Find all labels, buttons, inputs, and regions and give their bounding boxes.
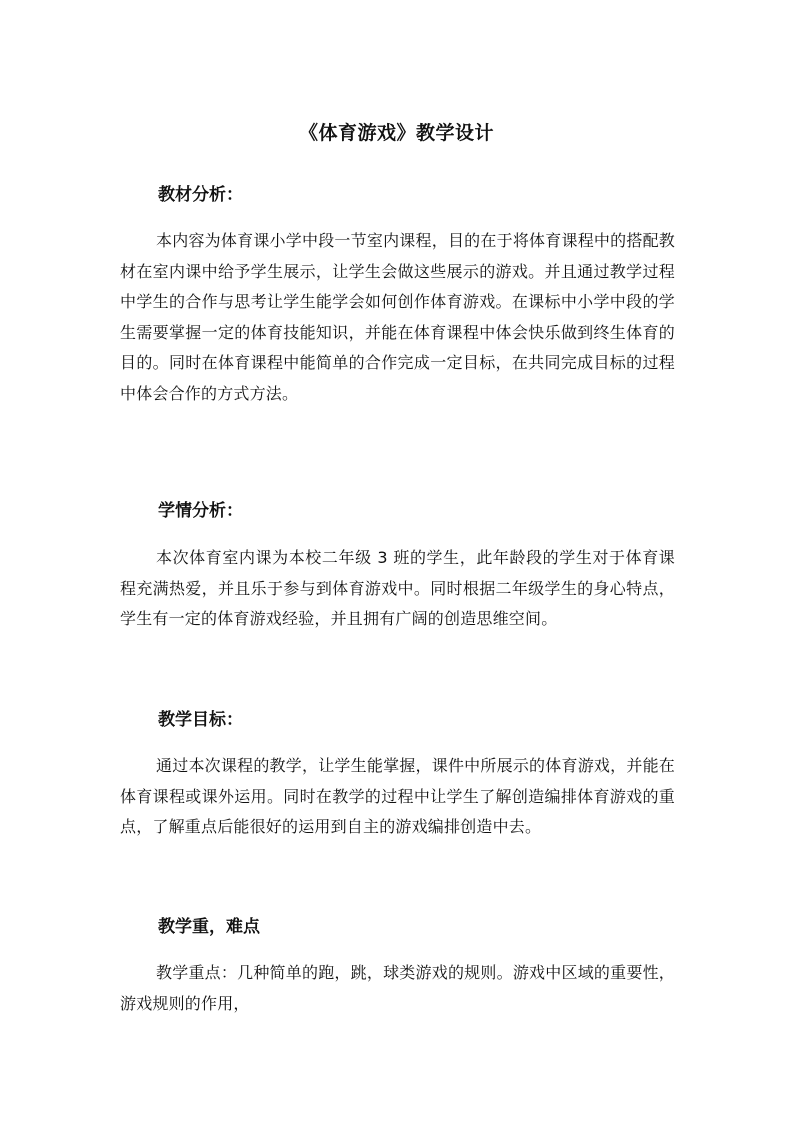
section-paragraph-materials: 本内容为体育课小学中段一节室内课程，目的在于将体育课程中的搭配教材在室内课中给予学生展示，让学生会做这些展示的游戏。并且通过教学过程中学生的合作与思考让学生能学会如何创作体育游戏。在课标中小学中段的学生需要掌握一定的体育技能知识，并能在体育课程中体会快乐做到终生体育的目的。同时在体育课程中能简单的合作完成一定目标，在共同完成目标的过程中体会合作的方式方法。 xyxy=(120,231,675,403)
section-heading-students: 学情分析： xyxy=(158,501,243,521)
section-heading-key-points: 教学重，难点 xyxy=(158,917,260,937)
section-heading-materials: 教材分析： xyxy=(158,185,243,205)
section-paragraph-students: 本次体育室内课为本校二年级 3 班的学生，此年龄段的学生对于体育课程充满热爱，并且乐于参与到体育游戏中。同时根据二年级学生的身心特点，学生有一定的体育游戏经验，并且拥有广阔的创造思维空间。 xyxy=(120,548,675,628)
section-paragraph-key-points: 教学重点：几种简单的跑，跳，球类游戏的规则。游戏中区域的重要性，游戏规则的作用， xyxy=(120,963,675,1013)
document-title: 《体育游戏》教学设计 xyxy=(298,122,494,144)
section-paragraph-objectives: 通过本次课程的教学，让学生能掌握，课件中所展示的体育游戏，并能在体育课程或课外运用。同时在教学的过程中让学生了解创造编排体育游戏的重点，了解重点后能很好的运用到自主的游戏编排创造中去。 xyxy=(120,756,675,836)
section-heading-objectives: 教学目标： xyxy=(158,710,243,730)
